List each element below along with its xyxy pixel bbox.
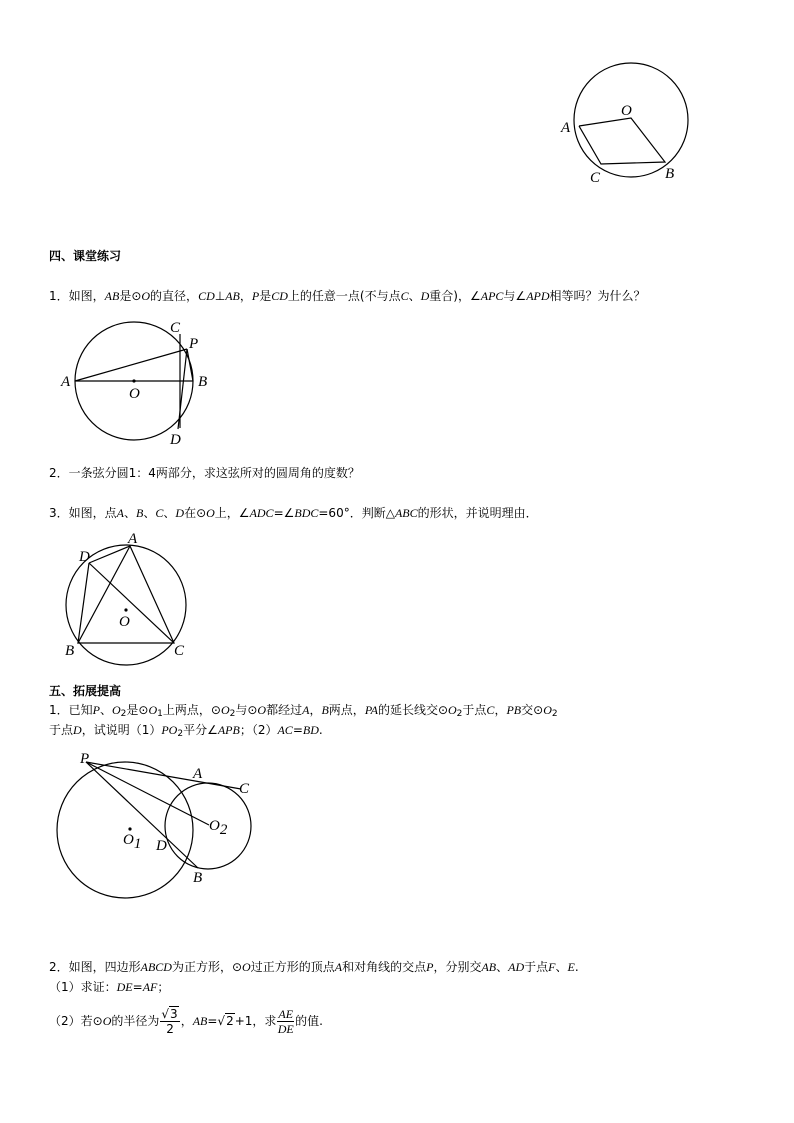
label-o: O — [119, 614, 130, 630]
segment-po2 — [86, 762, 209, 825]
segment-pb — [187, 349, 193, 381]
label-a: A — [61, 374, 71, 390]
section5-q2-line1: 2．如图，四边形ABCD为正方形，⊙O过正方形的顶点A和对角线的交点P，分别交AB、AD于点F、E. — [49, 960, 579, 974]
center-dot — [132, 379, 135, 382]
label-c: C — [174, 643, 185, 659]
top-circle-figure — [555, 60, 705, 190]
center-dot — [124, 608, 127, 611]
label-d: D — [79, 549, 90, 565]
label-a: A — [193, 766, 203, 782]
label-d: D — [170, 432, 181, 448]
section4-heading: 四、课堂练习 — [49, 249, 122, 263]
segment-pc — [86, 762, 241, 789]
label-c: C — [239, 781, 250, 797]
figure-4 — [55, 750, 265, 890]
label-b: B — [198, 374, 208, 390]
label-c: C — [590, 170, 601, 186]
label-b: B — [65, 643, 75, 659]
label-o1: O1 — [123, 832, 142, 852]
center-dot-o1 — [128, 827, 131, 830]
label-b: B — [665, 166, 675, 182]
label-o2: O2 — [209, 818, 228, 838]
segment-db — [78, 563, 89, 643]
segment-ap — [75, 349, 187, 381]
quadrilateral-aocb — [579, 118, 665, 164]
segment-da — [89, 546, 130, 563]
section5-q2-line2: （1）求证：DE=AF； — [49, 980, 170, 994]
label-p: P — [80, 751, 90, 767]
label-p: P — [189, 336, 199, 352]
section5-q1-line1: 1．已知P、O2是⊙O1上两点，⊙O2与⊙O都经过A，B两点，PA的延长线交⊙O2于点C，PB交⊙O2 — [49, 703, 558, 719]
label-o: O — [621, 103, 632, 119]
figure-1 — [55, 312, 225, 452]
section5-q1-line2: 于点D，试说明（1）PO2平分∠APB；（2）AC=BD. — [49, 723, 323, 739]
section4-q1: 1．如图，AB是⊙O的直径，CD⊥AB，P是CD上的任意一点(不与点C、D重合)，∠APC与∠APD相等吗？为什么？ — [49, 289, 646, 303]
section4-q3: 3．如图，点A、B、C、D在⊙O上，∠ADC=∠BDC=60°．判断△ABC的形状，并说明理由． — [49, 506, 538, 520]
section5-q2-line3: （2）若⊙O的半径为 $\frac{√3}{2}$ ，AB=√2+1，求 $\frac{AE}{DE}$ 的值. — [49, 1007, 323, 1036]
segment-pd — [178, 349, 187, 429]
label-b: B — [193, 870, 203, 886]
section5-heading: 五、拓展提高 — [49, 684, 122, 698]
segment-pb — [86, 762, 198, 868]
label-c: C — [170, 320, 181, 336]
label-o: O — [129, 386, 140, 402]
radius-fraction: $\frac{√3}{2}$ — [161, 1007, 178, 1036]
circle-o — [574, 63, 688, 177]
label-a: A — [561, 120, 571, 136]
segment-dc — [89, 563, 174, 643]
section4-q2: 2．一条弦分圆1：4两部分，求这弦所对的圆周角的度数？ — [49, 466, 360, 480]
ratio-fraction: $\frac{AE}{DE}$ — [277, 1007, 294, 1036]
label-a: A — [128, 531, 138, 547]
label-d: D — [156, 838, 167, 854]
figure-3 — [58, 532, 198, 662]
